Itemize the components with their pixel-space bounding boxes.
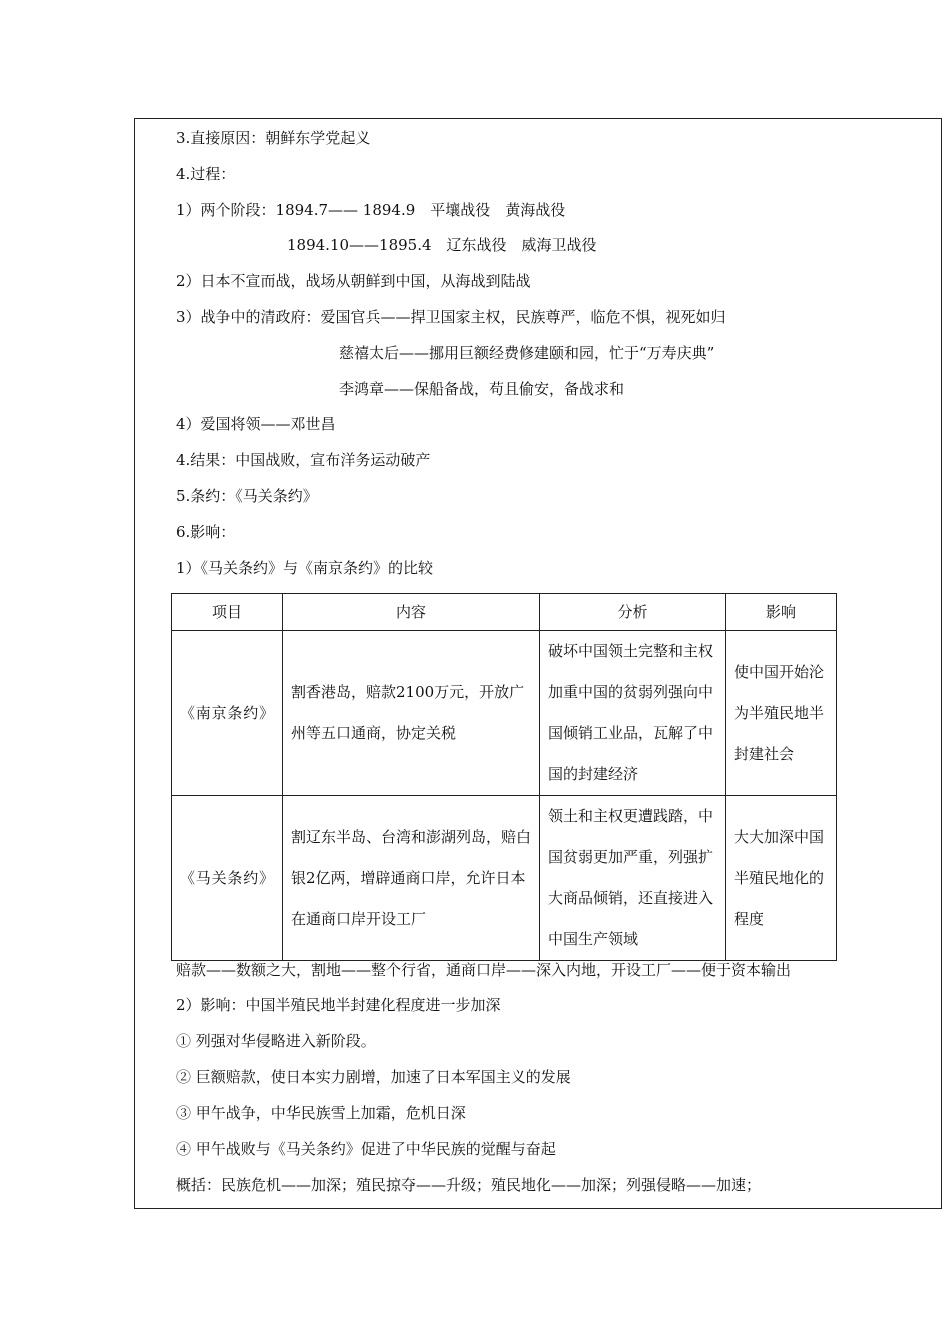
influence-point-3: ③ 甲午战争，中华民族雪上加霜，危机日深 <box>176 1104 466 1122</box>
treaty-comparison-table <box>171 593 837 961</box>
influence-heading: 6.影响： <box>176 523 236 541</box>
header-impact: 影响 <box>726 594 837 631</box>
two-stages-line: 1）两个阶段：1894.7—— 1894.9 平壤战役 黄海战役 <box>176 201 566 219</box>
process-heading: 4.过程： <box>176 165 236 183</box>
undeclared-war-line: 2）日本不宣而战，战场从朝鲜到中国，从海战到陆战 <box>176 272 531 290</box>
row-nanjing-content: 割香港岛，赔款2100万元，开放广州等五口通商，协定关税 <box>283 631 540 796</box>
result-line: 4.结果：中国战败，宣布洋务运动破产 <box>176 451 431 469</box>
influence-point-1: ① 列强对华侵略进入新阶段。 <box>176 1032 376 1050</box>
direct-cause-line: 3.直接原因：朝鲜东学党起义 <box>176 129 371 147</box>
indemnity-summary-line: 赔款——数额之大，割地——整个行省，通商口岸——深入内地，开设工厂——便于资本输出 <box>176 961 792 979</box>
second-stage-line: 1894.10——1895.4 辽东战役 威海卫战役 <box>287 236 597 254</box>
table-row <box>172 631 837 796</box>
header-item: 项目 <box>172 594 283 631</box>
header-analysis: 分析 <box>540 594 726 631</box>
summary-line: 概括：民族危机——加深；殖民掠夺——升级；殖民地化——加深；列强侵略——加速； <box>176 1176 762 1194</box>
cixi-line: 慈禧太后——挪用巨额经费修建颐和园，忙于“万寿庆典” <box>339 344 715 362</box>
row-maguan-item: 《马关条约》 <box>172 796 283 961</box>
header-content: 内容 <box>283 594 540 631</box>
row-maguan-impact: 大大加深中国半殖民地化的程度 <box>726 796 837 961</box>
influence-summary-line: 2）影响：中国半殖民地半封建化程度进一步加深 <box>176 996 501 1014</box>
table-header-row <box>172 594 837 631</box>
li-hongzhang-line: 李鸿章——保船备战，苟且偷安，备战求和 <box>339 380 625 398</box>
row-maguan-analysis: 领土和主权更遭践踏，中国贫弱更加严重，列强扩大商品倾销，还直接进入中国生产领域 <box>540 796 726 961</box>
row-nanjing-item: 《南京条约》 <box>172 631 283 796</box>
comparison-heading: 1）《马关条约》与《南京条约》的比较 <box>176 559 434 577</box>
influence-point-4: ④ 甲午战败与《马关条约》促进了中华民族的觉醒与奋起 <box>176 1140 556 1158</box>
patriotic-general-line: 4）爱国将领——邓世昌 <box>176 415 336 433</box>
row-nanjing-analysis: 破坏中国领土完整和主权加重中国的贫弱列强向中国倾销工业品，瓦解了中国的封建经济 <box>540 631 726 796</box>
row-maguan-content: 割辽东半岛、台湾和澎湖列岛，赔白银2亿两，增辟通商口岸，允许日本在通商口岸开设工厂 <box>283 796 540 961</box>
qing-government-line: 3）战争中的清政府：爱国官兵——捍卫国家主权，民族尊严，临危不惧，视死如归 <box>176 308 726 326</box>
influence-point-2: ② 巨额赔款，使日本实力剧增，加速了日本军国主义的发展 <box>176 1068 571 1086</box>
treaty-line: 5.条约：《马关条约》 <box>176 487 318 505</box>
row-nanjing-impact: 使中国开始沦为半殖民地半封建社会 <box>726 631 837 796</box>
table-row <box>172 796 837 961</box>
